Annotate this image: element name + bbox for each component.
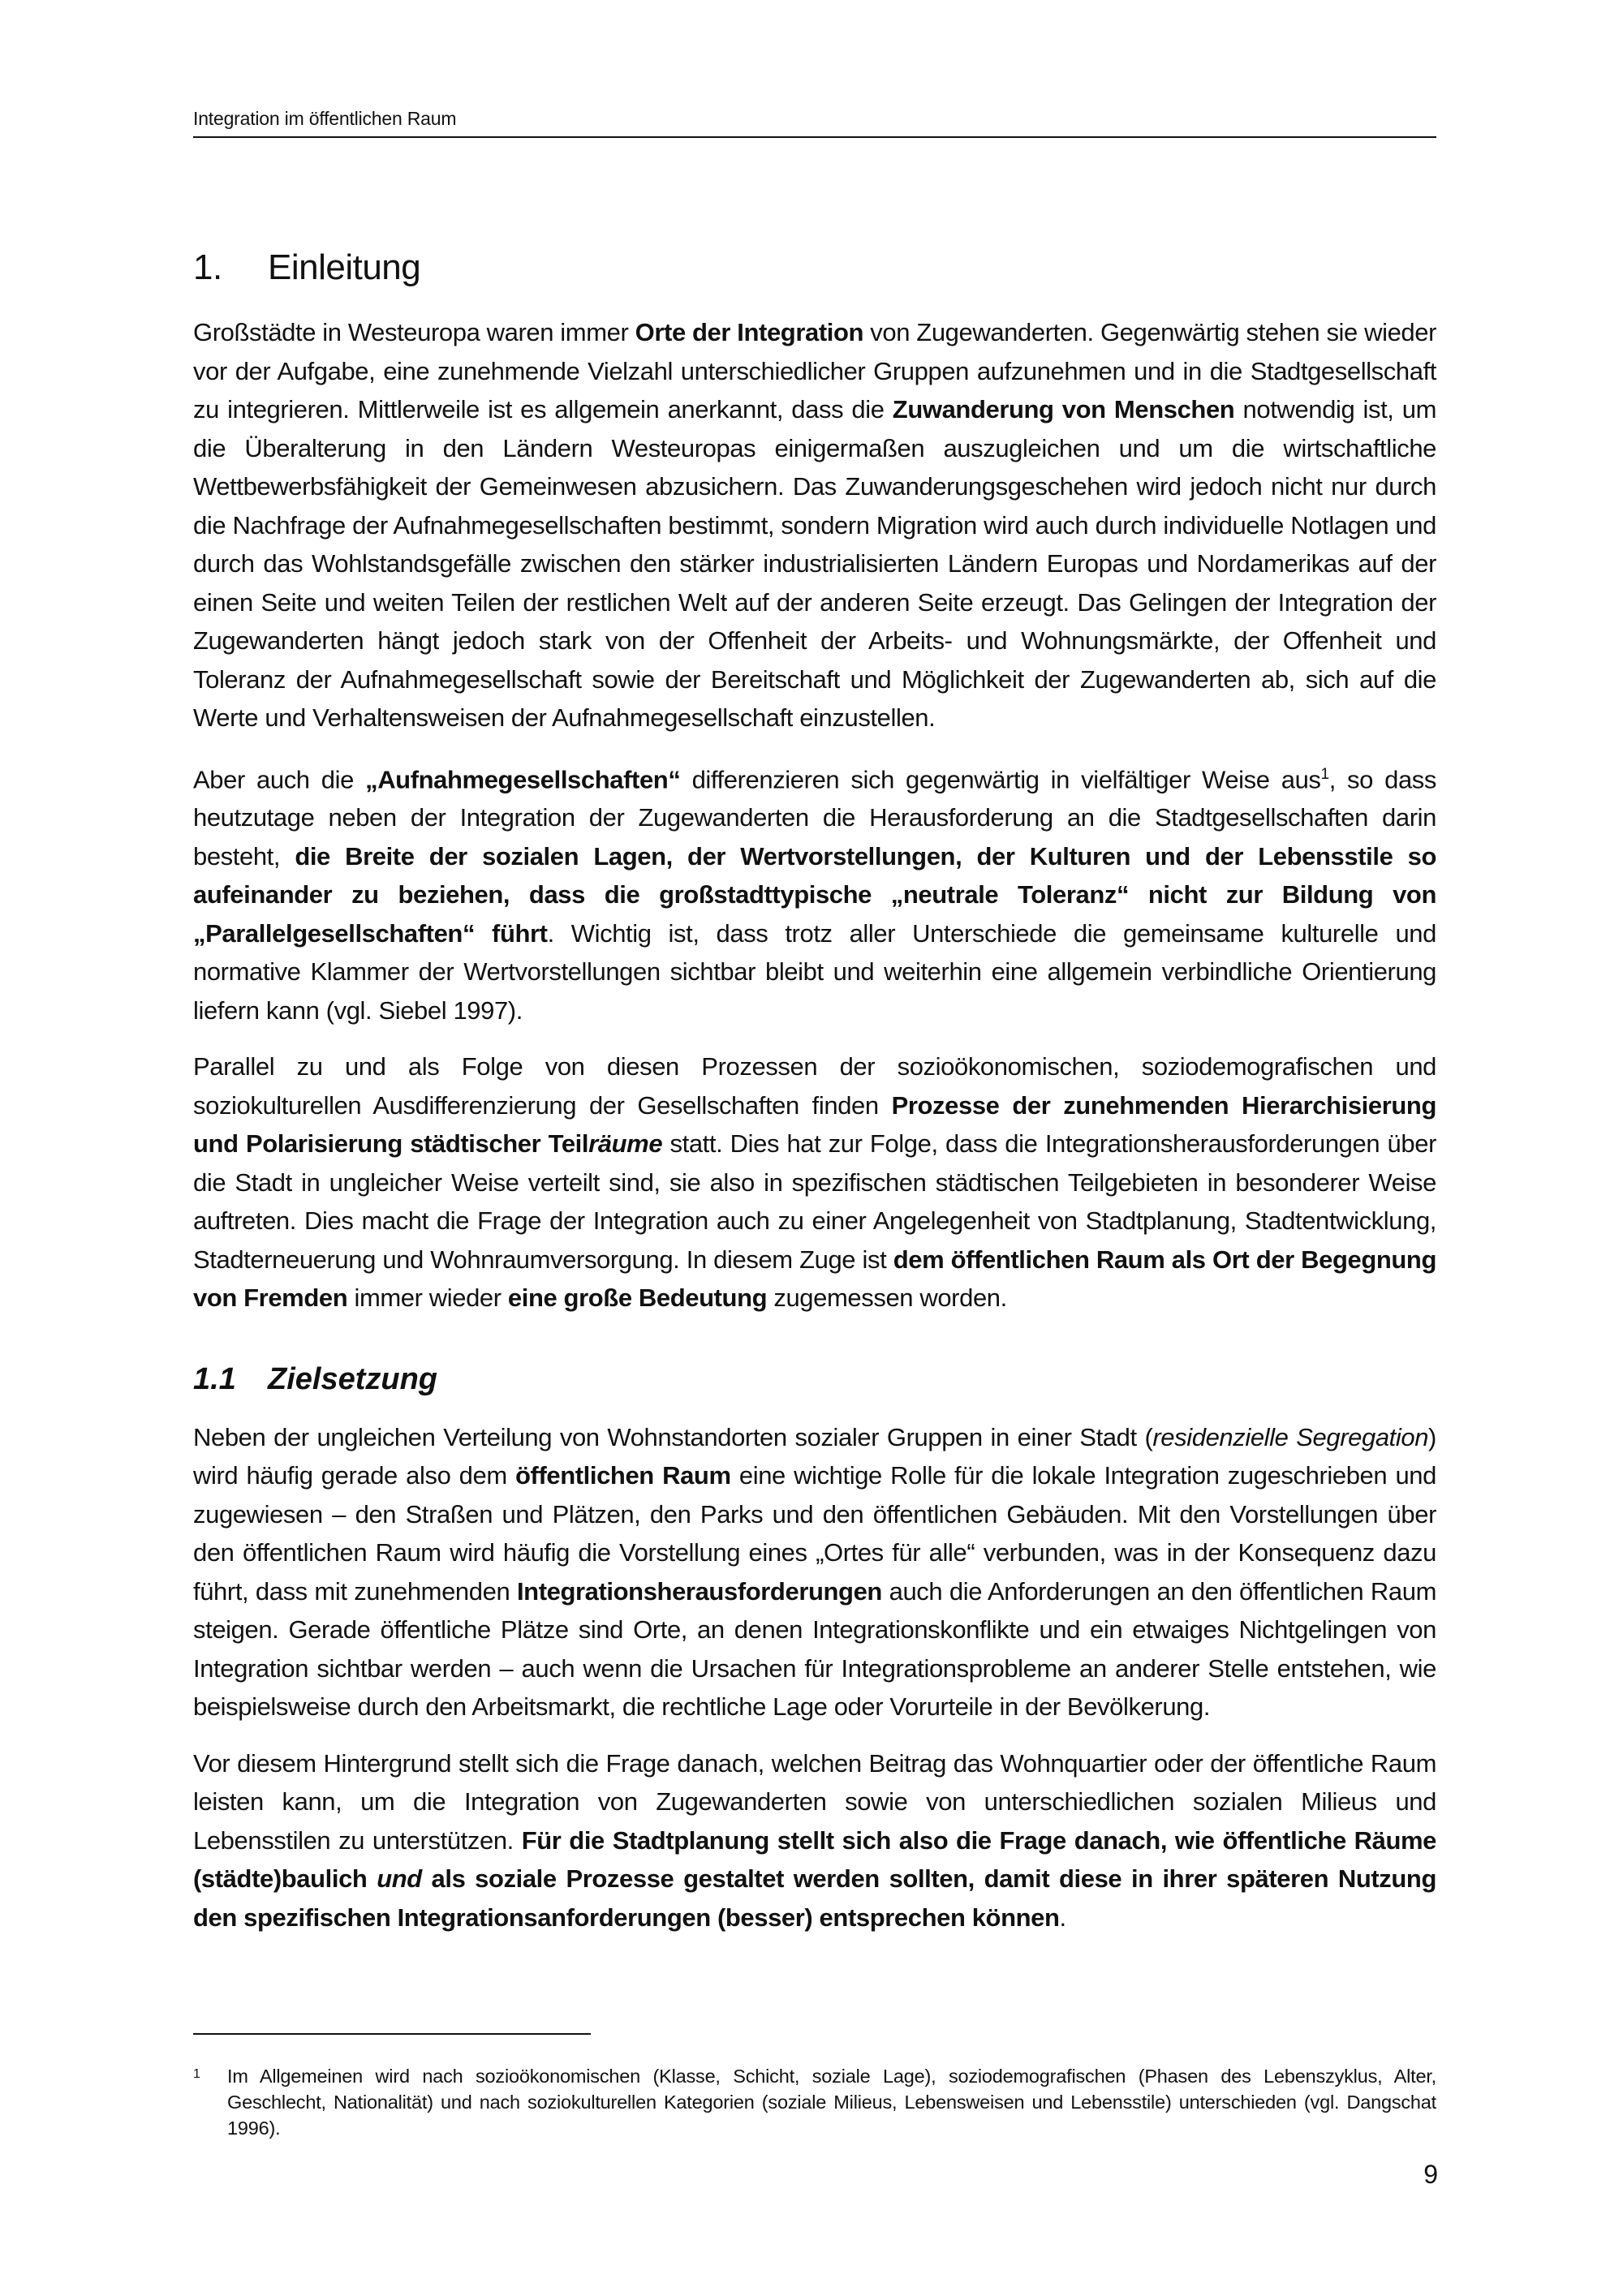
subsection-heading [193,1357,1436,1402]
bold-run: Für die Stadtplanung stellt sich also die Frage danach, wie öffentliche Räume (städte)baulich [193,1825,1436,1894]
section-heading [193,243,1436,292]
footnote-mark: 1 [193,2067,200,2081]
text-run: immer wieder [347,1283,508,1313]
text-run: von Zugewanderten. Gegenwärtig stehen sie wieder vor der Aufgabe, eine zunehmende Vielzahl unterschiedlicher Gruppen aufzunehmen und in die Stadtgesellschaft zu integrieren. Mittlerweile ist es allgemein anerkannt, dass die [193,318,1437,424]
bold-run: die Breite der sozialen Lagen, der Wertvorstellungen, der Kulturen und der Lebensstile so aufeinander zu beziehen, dass die großstadttypische „neutrale Toleranz“ nicht zur Bildung von „Parallelgesellschaften“ führt [193,841,1436,948]
text-run: zugemessen worden. [767,1283,1007,1313]
header-rule [193,136,1436,138]
section-title: Einleitung [268,247,421,287]
italic-run: residenzielle Segregation [1152,1422,1429,1451]
running-header: Integration im öffentlichen Raum [193,108,457,129]
bold-italic-run: und [377,1864,422,1894]
text-run: . [1059,1903,1066,1932]
bold-run: Prozesse der zunehmenden Hierarchisierung und Polarisierung städtischer Teil [193,1090,1436,1159]
text-run: . Wichtig ist, dass trotz aller Unterschiede die gemeinsame kulturelle und normative Klammer der Wertvorstellungen sichtbar bleibt und weiterhin eine allgemein verbindliche Orientierung liefern kann (vgl. Siebel 1997). [193,918,1436,1025]
bold-run: „Aufnahmegesellschaften“ [365,764,681,793]
footnote-rule [193,2033,591,2035]
page-number: 9 [1423,2160,1438,2189]
text-run: , so dass heutzutage neben der Integration der Zugewanderten die Herausforderung an die Stadtgesellschaften darin besteht, [193,764,1437,871]
section-number: 1. [193,247,222,287]
bold-italic-run: räume [588,1129,663,1159]
text-run: Neben der ungleichen Verteilung von Wohnstandorten sozialer Gruppen in einer Stadt ( [193,1422,1153,1451]
paragraph-2 [193,755,1436,1030]
bold-run: dem öffentlichen Raum als Ort der Begegnung von Fremden [193,1245,1436,1313]
text-run: Aber auch die [193,764,366,793]
text-run: notwendig ist, um die Überalterung in den Ländern Westeuropas einigermaßen auszugleichen und um die wirtschaftliche Wettbewerbsfähigkeit der Gemeinwesen abzusichern. Das Zuwanderungsgeschehen wird jedoch nicht nur durch die Nachfrage der Aufnahmegesellschaften bestimmt, sondern Migration wird auch durch individuelle Notlagen und durch das Wohlstandsgefälle zwischen den stärker industrialisierten Ländern Europas und Nordamerikas auf der einen Seite und weiten Teilen der restlichen Welt auf der anderen Seite erzeugt. Das Gelingen der Integration der Zugewanderten hängt jedoch stark von der Offenheit der Arbeits- und Wohnungsmärkte, der Offenheit und Toleranz der Aufnahmegesellschaft sowie der Bereitschaft und Möglichkeit der Zugewanderten ab, sich auf die Werte und Verhaltensweisen der Aufnahmegesellschaft einzustellen. [193,395,1437,732]
text-run: eine wichtige Rolle für die lokale Integration zugeschrieben und zugewiesen – den Straßen und Plätzen, den Parks und den öffentlichen Gebäuden. Mit den Vorstellungen über den öffentlichen Raum wird häufig die Vorstellung eines „Ortes für alle“ verbunden, was in der Konsequenz dazu führt, dass mit zunehmenden [193,1461,1436,1606]
text-run: Großstädte in Westeuropa waren immer [193,318,635,346]
text-run: Parallel zu und als Folge von diesen Prozessen der sozioökonomischen, soziodemografischen und soziokulturellen Ausdifferenzierung der Gesellschaften finden [193,1052,1436,1120]
paragraph-3 [193,1047,1436,1318]
paragraph-1 [193,313,1436,737]
bold-run: Integrationsherausforderungen [516,1576,882,1606]
text-run: ) wird häufig gerade also dem [193,1422,1436,1490]
paragraph-4 [193,1418,1436,1726]
footnote [193,2063,1436,2141]
text-run: Vor diesem Hintergrund stellt sich die Frage danach, welchen Beitrag das Wohnquartier oder der öffentliche Raum leisten kann, um die Integration von Zugewanderten sowie von unterschiedlichen sozialen Milieus und Lebensstilen zu unterstützen. [193,1748,1436,1855]
bold-run: Zuwanderung von Menschen [892,395,1235,424]
bold-run: Orte der Integration [635,318,864,346]
paragraph-5 [193,1744,1436,1937]
footnote-reference[interactable]: 1 [1320,765,1329,783]
bold-run: als soziale Prozesse gestaltet werden sollten, damit diese in ihrer späteren Nutzung den spezifischen Integrationsanforderungen (besser) entsprechen können [193,1864,1437,1932]
footnote-text: Im Allgemeinen wird nach sozioökonomischen (Klasse, Schicht, soziale Lage), soziodemografischen (Phasen des Lebenszyklus, Alter, Geschlecht, Nationalität) und nach soziokulturellen Kategorien (soziale Milieus, Lebensweisen und Lebensstile) unterschieden (vgl. Dangschat 1996). [227,2066,1436,2139]
text-run: auch die Anforderungen an den öffentlichen Raum steigen. Gerade öffentliche Plätze sind Orte, an denen Integrationskonflikte und ein etwaiges Nichtgelingen von Integration sichtbar werden – auch wenn die Ursachen für Integrationsprobleme an anderer Stelle entstehen, wie beispielsweise durch den Arbeitsmarkt, die rechtliche Lage oder Vorurteile in der Bevölkerung. [193,1576,1436,1722]
subsection-title: Zielsetzung [268,1361,438,1396]
text-run: statt. Dies hat zur Folge, dass die Integrationsherausforderungen über die Stadt in ungleicher Weise verteilt sind, sie also in spezifischen städtischen Teilgebieten in besonderer Weise auftreten. Dies macht die Frage der Integration auch zu einer Angelegenheit von Stadtplanung, Stadtentwicklung, Stadterneuerung und Wohnraumversorgung. In diesem Zuge ist [193,1129,1436,1274]
text-run: differenzieren sich gegenwärtig in vielfältiger Weise aus [680,764,1321,793]
subsection-number: 1.1 [193,1361,236,1396]
main-content [193,243,1436,1954]
bold-run: öffentlichen Raum [514,1461,731,1490]
bold-run: eine große Bedeutung [507,1283,768,1313]
